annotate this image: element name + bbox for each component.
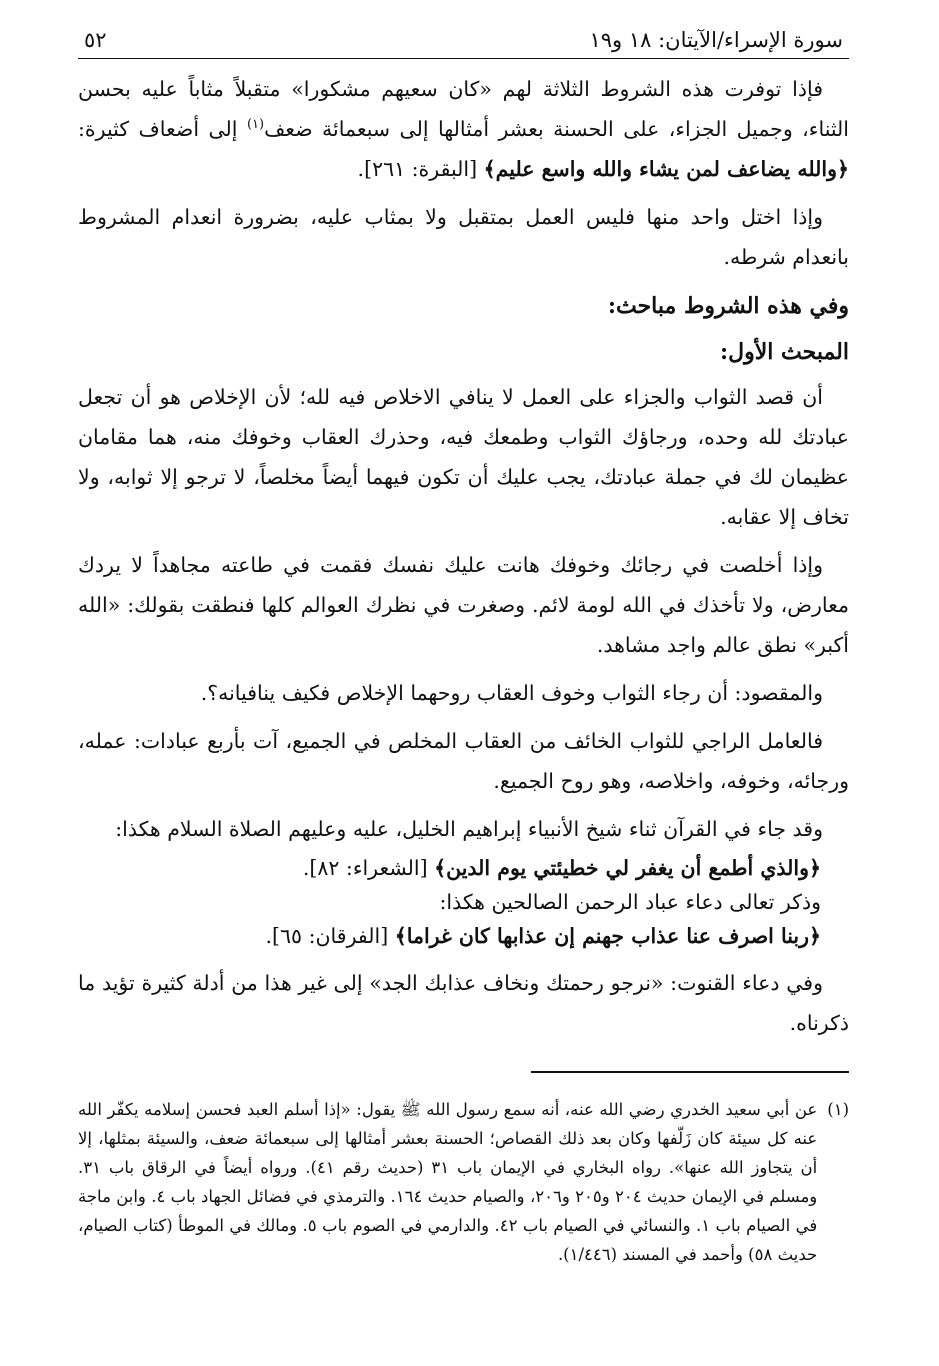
paragraph-1 (78, 69, 849, 189)
paragraph-3: أن قصد الثواب والجزاء على العمل لا ينافي الاخلاص فيه لله؛ لأن الإخلاص هو أن تجعل عبادتك لله وحده، ورجاؤك الثواب وطمعك فيه، وحذرك العقاب وخوفك منه، هما مقامان عظيمان لك في جملة عبادتك، يجب عليك أن تكون فيهما أيضاً مخلصاً، لا ترجو إلا ثوابه، ولا تخاف إلا عقابه. (78, 385, 849, 529)
verse-reference-shuara: [الشعراء: ٨٢]. (302, 856, 435, 880)
paragraph-6: فالعامل الراجي للثواب الخائف من العقاب المخلص في الجميع، آت بأربع عبادات: عمله، ورجائه، وخوفه، واخلاصه، وهو روح الجميع. (78, 729, 849, 793)
running-head (78, 28, 849, 58)
paragraph-1-text-b: إلى أضعاف كثيرة: (78, 117, 247, 141)
paragraph-2: وإذا اختل واحد منها فليس العمل بمتقبل ولا بمثاب عليه، بضرورة انعدام المشروط بانعدام شرطه. (78, 205, 849, 269)
quran-verse-shuara: ﴿والذي أطمع أن يغفر لي خطيئتي يوم الدين﴾ (434, 856, 821, 880)
quote-shuara (78, 851, 849, 885)
quote-furqan (78, 919, 849, 953)
quote-intro-furqan: وذكر تعالى دعاء عباد الرحمن الصالحين هكذا: (439, 890, 821, 914)
footnote-number: (١) (827, 1100, 849, 1119)
paragraph-1-text: فإذا توفرت هذه الشروط الثلاثة لهم «كان سعيهم مشكورا» متقبلاً مثاباً عليه بحسن الثناء، وجميل الجزاء، على الحسنة بعشر أمثالها إلى سبعمائة ضعف (78, 77, 850, 141)
main-text (78, 59, 849, 1043)
page-number: ٥٢ (84, 28, 107, 52)
footnote-separator (531, 1071, 849, 1073)
paragraph-5: والمقصود: أن رجاء الثواب وخوف العقاب روحهما الإخلاص فكيف ينافيانه؟. (200, 681, 823, 705)
paragraph-7: وقد جاء في القرآن ثناء شيخ الأنبياء إبراهيم الخليل، عليه وعليهم الصلاة السلام هكذا: (115, 817, 823, 841)
footnote-marker: (١) (246, 117, 265, 133)
quran-verse-baqara: ﴿والله يضاعف لمن يشاء والله واسع عليم﴾ (483, 157, 849, 181)
running-head-title: سورة الإسراء/الآيتان: ١٨ و١٩ (589, 28, 843, 52)
footnote (78, 1095, 849, 1269)
paragraph-4: وإذا أخلصت في رجائك وخوفك هانت عليك نفسك فقمت في طاعته مجاهداً لا يردك معارض، ولا تأخذك في الله لومة لائم. وصغرت في نظرك العوالم كلها فنطقت بقولك: «الله أكبر» نطق عالم واجد مشاهد. (78, 553, 849, 657)
subsection-heading: المبحث الأول: (719, 339, 849, 365)
verse-reference-baqara: [البقرة: ٢٦١]. (357, 157, 484, 181)
paragraph-8: وفي دعاء القنوت: «نرجو رحمتك ونخاف عذابك الجد» إلى غير هذا من أدلة كثيرة تؤيد ما ذكرناه. (78, 971, 849, 1035)
quran-verse-furqan: ﴿ربنا اصرف عنا عذاب جهنم إن عذابها كان غراما﴾ (394, 924, 821, 948)
footnote-text: عن أبي سعيد الخدري رضي الله عنه، أنه سمع رسول الله ﷺ يقول: «إذا أسلم العبد فحسن إسلامه يكفّر الله عنه كل سيئة كان زَلّفها وكان بعد ذلك القصاص؛ الحسنة بعشر أمثالها إلى سبعمائة ضعف، والسيئة بمثلها، إلا أن يتجاوز الله عنها». رواه البخاري في الإيمان باب ٣١ (حديث رقم ٤١). ورواه أيضاً في الرقاق باب ٣١. ومسلم في الإيمان حديث ٢٠٤ و٢٠٥ و٢٠٦، والصيام حديث ١٦٤. والترمذي في فضائل الجهاد باب ٤. وابن ماجة في الصيام باب ١. والنسائي في الصيام باب ٤٢. والدارمي في الصوم باب ٥. ومالك في الموطأ (كتاب الصيام، حديث ٥٨) وأحمد في المسند (١/٤٤٦). (78, 1100, 818, 1264)
verse-reference-furqan: [الفرقان: ٦٥]. (265, 924, 395, 948)
section-heading: وفي هذه الشروط مباحث: (607, 293, 849, 319)
